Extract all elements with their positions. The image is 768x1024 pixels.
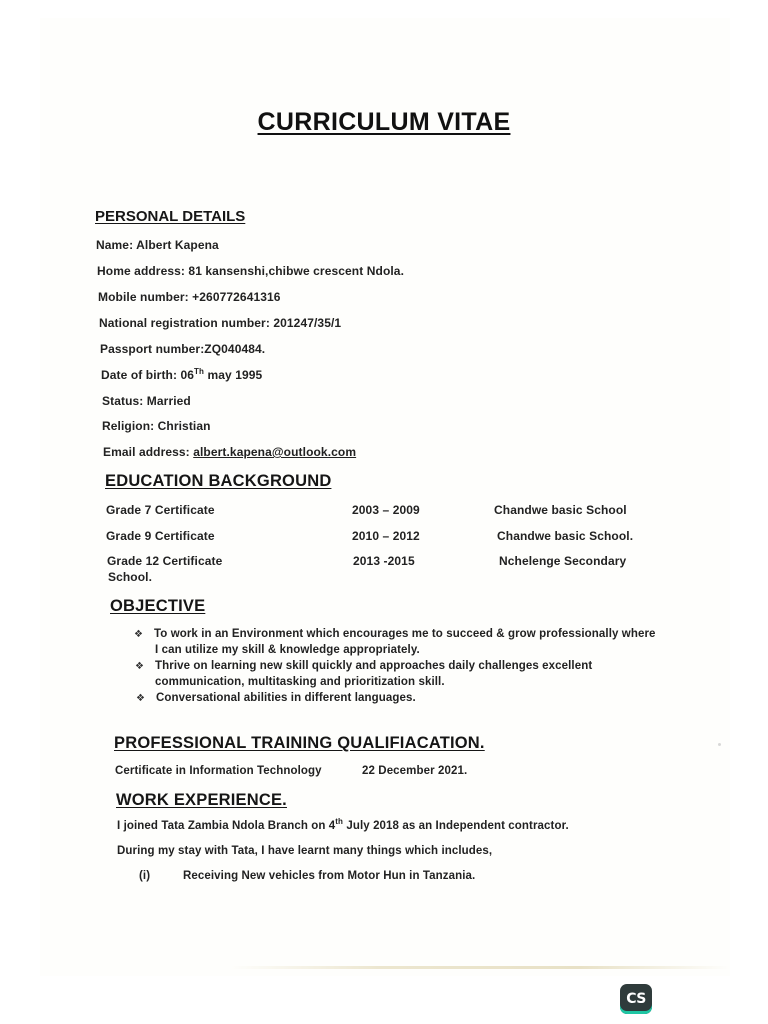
status-line: Status: Married [102, 394, 191, 408]
work-list-item: Receiving New vehicles from Motor Hun in Tanzania. [183, 870, 476, 882]
education-certificate: Grade 12 Certificate [107, 554, 223, 568]
training-item: Certificate in Information Technology [115, 765, 322, 777]
objective-item-line: To work in an Environment which encourages me to succeed & grow professionally where [154, 628, 656, 640]
objective-heading: OBJECTIVE [110, 597, 206, 615]
education-school: Chandwe basic School [494, 503, 627, 517]
work-experience-line [117, 817, 569, 832]
diamond-bullet-icon: ❖ [136, 693, 145, 704]
dob-prefix: Date of birth: 06 [101, 368, 195, 382]
work-list-marker: (i) [139, 870, 151, 882]
education-school: Nchelenge Secondary [499, 554, 627, 568]
education-certificate: Grade 7 Certificate [106, 503, 215, 517]
home-address-line: Home address: 81 kansenshi,chibwe crescent Ndola. [97, 264, 405, 278]
dob-suffix: may 1995 [204, 368, 263, 382]
objective-item-line: I can utilize my skill & knowledge appropriately. [155, 644, 420, 656]
objective-item-line: Conversational abilities in different languages. [156, 692, 416, 704]
scanned-page [40, 18, 730, 976]
education-heading: EDUCATION BACKGROUND [105, 472, 332, 490]
personal-details-heading: PERSONAL DETAILS [95, 208, 246, 225]
camscanner-logo-icon: CS [620, 984, 652, 1014]
work-line-suffix: July 2018 as an Independent contractor. [343, 820, 569, 832]
email-label: Email address: [103, 445, 194, 459]
page-bottom-edge [230, 966, 730, 969]
education-years: 2010 – 2012 [352, 529, 420, 543]
date-of-birth-line [101, 368, 262, 382]
work-experience-line: During my stay with Tata, I have learnt many things which includes, [117, 845, 493, 857]
education-school: Chandwe basic School. [497, 529, 634, 543]
education-certificate: Grade 9 Certificate [106, 529, 215, 543]
education-years: 2013 -2015 [353, 554, 415, 568]
email-link[interactable]: albert.kapena@outlook.com [193, 445, 357, 459]
diamond-bullet-icon: ❖ [135, 661, 144, 672]
national-registration-line: National registration number: 201247/35/1 [99, 316, 342, 330]
document-title: CURRICULUM VITAE [257, 108, 511, 136]
work-experience-heading: WORK EXPERIENCE. [116, 791, 287, 809]
work-line-superscript: th [335, 817, 344, 827]
scan-speck [718, 743, 721, 746]
passport-number-line: Passport number:ZQ040484. [100, 342, 266, 356]
objective-item-line: Thrive on learning new skill quickly and approaches daily challenges excellent [155, 660, 593, 672]
dob-superscript: Th [194, 367, 205, 376]
mobile-number-line: Mobile number: +260772641316 [98, 290, 281, 304]
name-line: Name: Albert Kapena [96, 238, 219, 252]
work-line-prefix: I joined Tata Zambia Ndola Branch on 4 [117, 820, 336, 832]
training-heading: PROFESSIONAL TRAINING QUALIFIACATION. [114, 734, 485, 752]
email-line [103, 445, 356, 459]
objective-item-line: communication, multitasking and prioritization skill. [155, 676, 445, 688]
education-school-continuation: School. [108, 570, 153, 584]
religion-line: Religion: Christian [102, 419, 211, 433]
education-years: 2003 – 2009 [352, 503, 420, 517]
diamond-bullet-icon: ❖ [134, 629, 143, 640]
training-date: 22 December 2021. [362, 765, 468, 777]
